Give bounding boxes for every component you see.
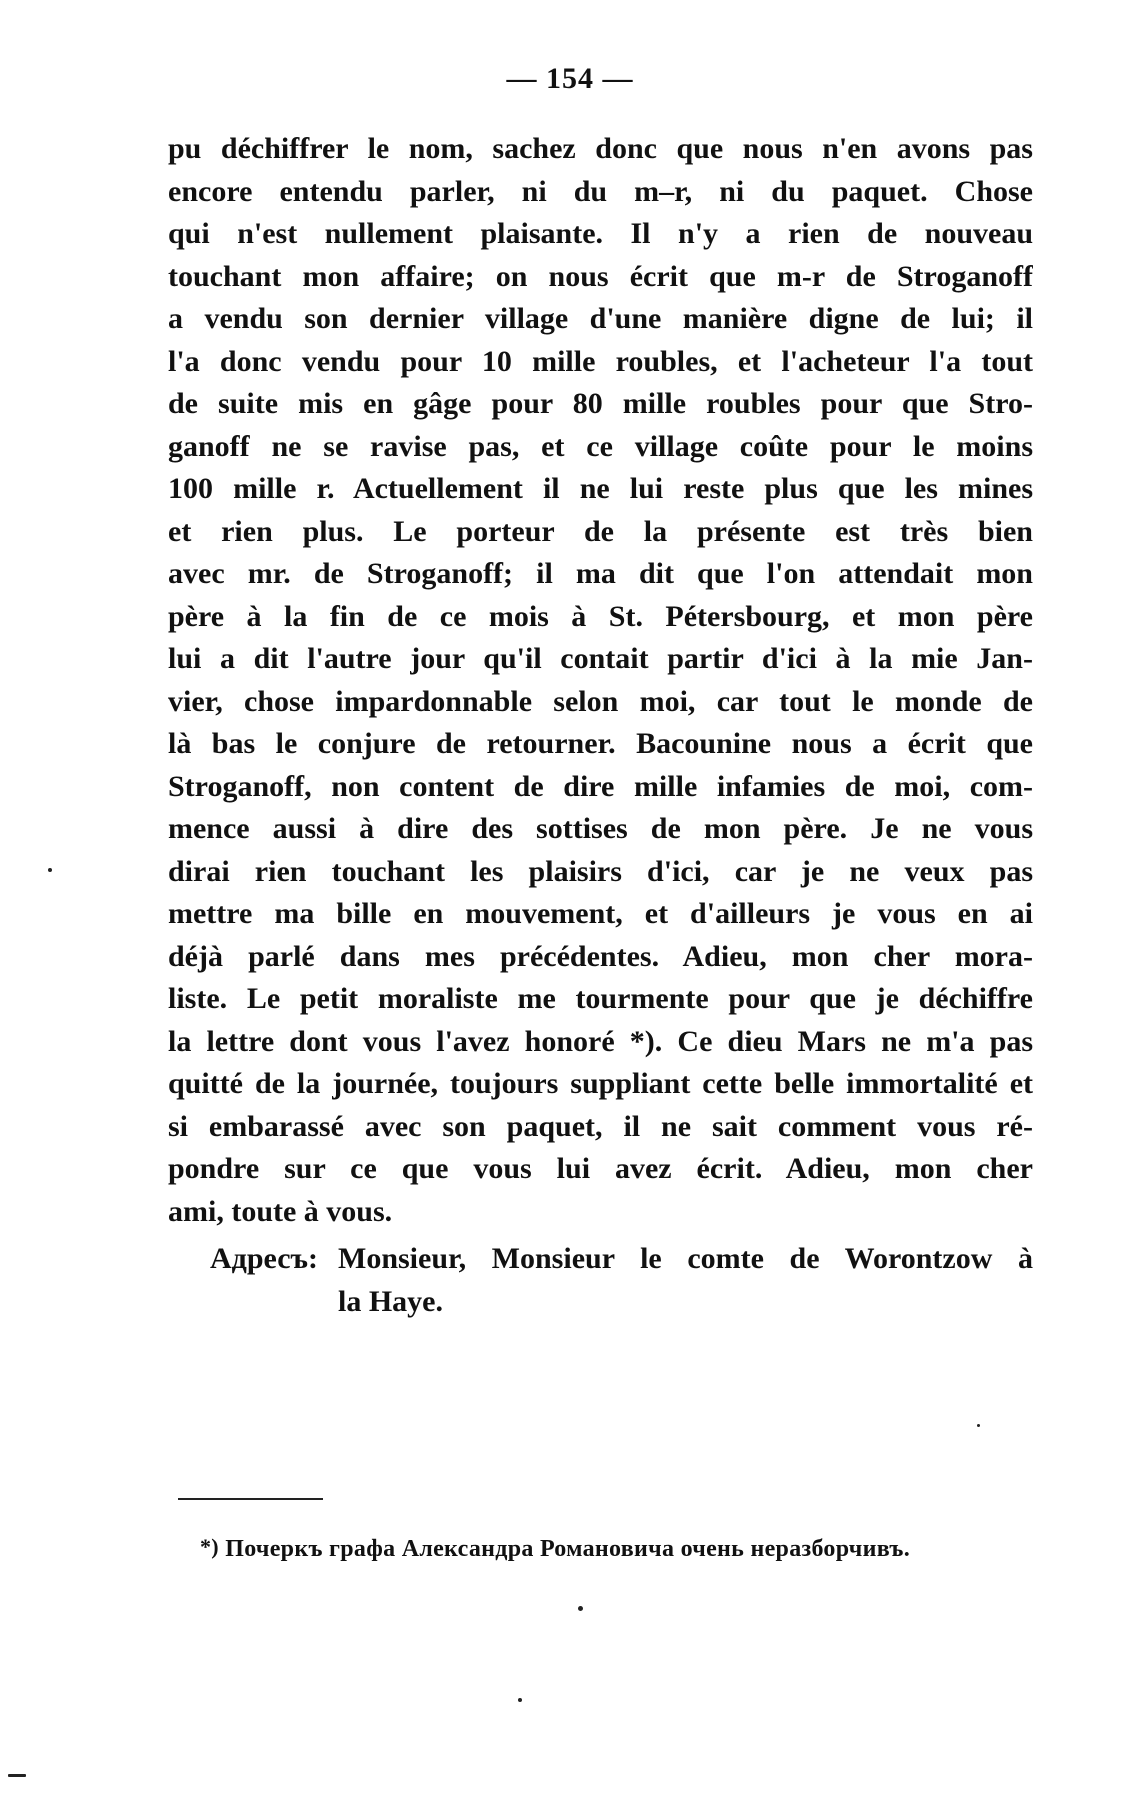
letter-body [168, 128, 1033, 1233]
text-line: 100 mille r. Actuellement il ne lui reste plus que les mines [168, 472, 1033, 505]
text-line: et rien plus. Le porteur de la présente est très bien [168, 514, 1033, 548]
text-line: qui n'est nullement plaisante. Il n'y a rien de nouveau [168, 217, 1033, 250]
print-speck [977, 1424, 980, 1427]
footnote-divider [178, 1498, 323, 1500]
print-speck [578, 1606, 583, 1611]
text-line: vier, chose impardonnable selon moi, car tout le monde de [168, 684, 1033, 718]
text-line: mence aussi à dire des sottises de mon père. Je ne vous [168, 812, 1033, 845]
address-line-1: Monsieur, Monsieur le comte de Worontzow à [338, 1242, 1033, 1275]
address-label: Адресъ: [210, 1242, 319, 1275]
footnote [200, 1534, 910, 1563]
footnote-mark: *) [200, 1534, 219, 1559]
text-line: liste. Le petit moraliste me tourmente pour que je déchiffre [168, 982, 1033, 1015]
address-line-2: la Haye. [338, 1284, 443, 1318]
text-line: là bas le conjure de retourner. Bacounine nous a écrit que [168, 727, 1033, 760]
text-line: la lettre dont vous l'avez honoré *). Ce dieu Mars ne m'a pas [168, 1024, 1033, 1058]
text-line: de suite mis en gâge pour 80 mille roubles pour que Stro- [168, 387, 1033, 420]
text-line: père à la fin de ce mois à St. Pétersbourg, et mon père [168, 599, 1033, 633]
text-line: touchant mon affaire; on nous écrit que m-r de Stroganoff [168, 259, 1033, 293]
address-row [210, 1238, 1033, 1281]
page-number: — 154 — [506, 62, 634, 95]
text-line: Stroganoff, non content de dire mille infamies de moi, com- [168, 769, 1033, 803]
footnote-text: Почеркъ графа Александра Романовича очень неразборчивъ. [225, 1536, 910, 1562]
text-line: avec mr. de Stroganoff; il ma dit que l'on attendait mon [168, 557, 1033, 590]
text-line: pondre sur ce que vous lui avez écrit. Adieu, mon cher [168, 1152, 1033, 1185]
text-line: déjà parlé dans mes précédentes. Adieu, mon cher mora- [168, 939, 1033, 973]
text-line: pu déchiffrer le nom, sachez donc que nous n'en avons pas [168, 132, 1033, 165]
text-line: l'a donc vendu pour 10 mille roubles, et l'acheteur l'a tout [168, 344, 1033, 378]
print-speck [8, 1774, 26, 1777]
text-line: si embarassé avec son paquet, il ne sait comment vous ré- [168, 1109, 1033, 1143]
text-line: quitté de la journée, toujours suppliant cette belle immortalité et [168, 1067, 1033, 1100]
text-line: ganoff ne se ravise pas, et ce village coûte pour le moins [168, 429, 1033, 463]
print-speck [518, 1698, 522, 1702]
text-line: lui a dit l'autre jour qu'il contait partir d'ici à la mie Jan- [168, 642, 1033, 675]
address-block [210, 1238, 1033, 1323]
address-row [210, 1281, 1033, 1324]
text-line: mettre ma bille en mouvement, et d'ailleurs je vous en ai [168, 897, 1033, 930]
print-speck [48, 868, 52, 872]
text-line: ami, toute à vous. [168, 1194, 393, 1228]
text-line: a vendu son dernier village d'une manière digne de lui; il [168, 302, 1033, 335]
text-line: dirai rien touchant les plaisirs d'ici, car je ne veux pas [168, 854, 1033, 888]
text-line: encore entendu parler, ni du m–r, ni du paquet. Chose [168, 174, 1033, 208]
